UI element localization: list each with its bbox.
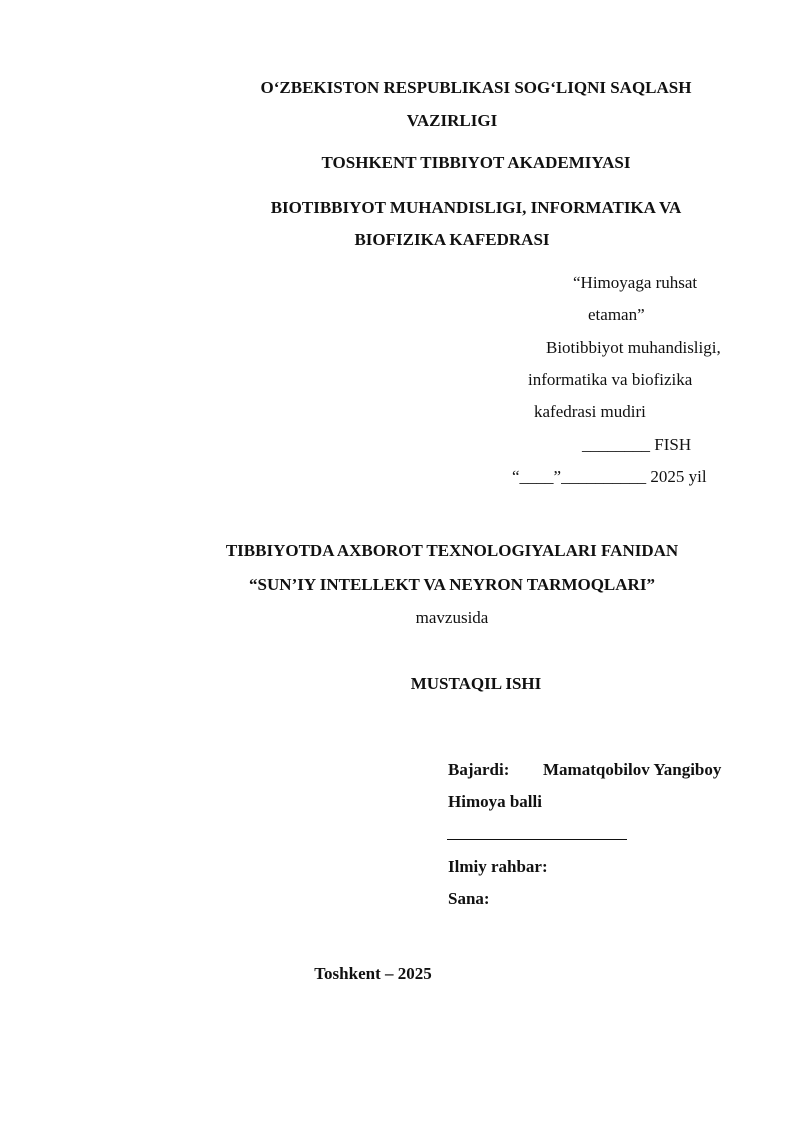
approval-date: “____”__________ 2025 yil	[512, 467, 707, 486]
subject-title: TIBBIYOTDA AXBOROT TEXNOLOGIYALARI FANIDAN	[225, 541, 679, 560]
grade-underline	[447, 839, 627, 840]
topic-title: “SUN’IY INTELLEKT VA NEYRON TARMOQLARI”	[249, 575, 655, 594]
ministry-title-line2: VAZIRLIGI	[406, 111, 498, 130]
department-title-line1: BIOTIBBIYOT MUHANDISLIGI, INFORMATIKA VA	[270, 198, 682, 217]
place-year: Toshkent – 2025	[314, 964, 432, 983]
approval-line-2: etaman”	[588, 305, 645, 324]
department-title-line2: BIOFIZIKA KAFEDRASI	[354, 230, 550, 249]
approval-signature: ________ FISH	[582, 435, 692, 454]
performed-by-label: Bajardi:	[448, 760, 510, 779]
ministry-title-line1: O‘ZBEKISTON RESPUBLIKASI SOG‘LIQNI SAQLASH	[260, 78, 692, 97]
grade-label: Himoya balli	[448, 792, 542, 811]
approval-line-1: “Himoyaga ruhsat	[573, 273, 698, 292]
topic-suffix: mavzusida	[415, 608, 489, 627]
work-type: MUSTAQIL ISHI	[410, 674, 542, 693]
approval-line-3: Biotibbiyot muhandisligi,	[546, 338, 721, 357]
approval-line-5: kafedrasi mudiri	[534, 402, 646, 421]
supervisor-label: Ilmiy rahbar:	[448, 857, 548, 876]
performed-by-name: Mamatqobilov Yangiboy	[543, 760, 722, 779]
academy-title: TOSHKENT TIBBIYOT AKADEMIYASI	[321, 153, 631, 172]
approval-line-4: informatika va biofizika	[528, 370, 693, 389]
date-label: Sana:	[448, 889, 490, 908]
